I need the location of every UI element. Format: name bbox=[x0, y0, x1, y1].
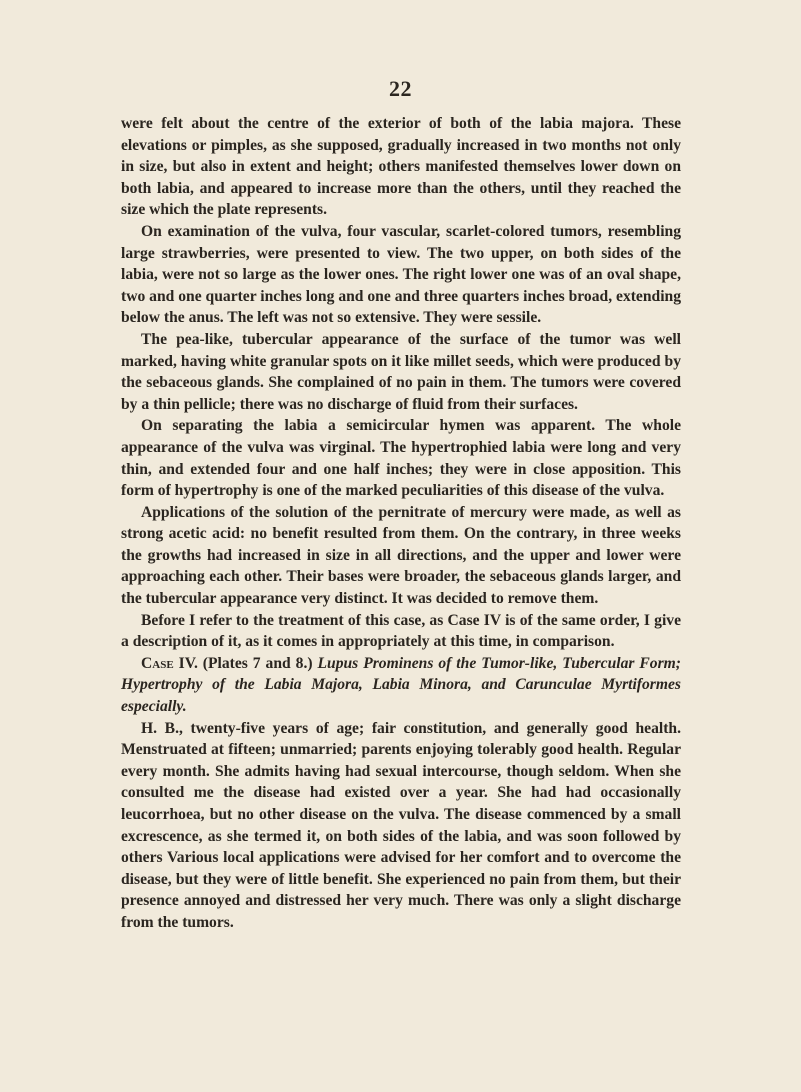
paragraph: On separating the labia a semicircular hymen was apparent. The whole appearance of the vulva was virginal. The hypertrophied labia were long and very thin, and extended four and one half inches; they were in close apposition. This form of hypertrophy is one of the marked peculiarities of this disease of the vulva. bbox=[121, 417, 681, 500]
paragraph: Before I refer to the treatment of this case, as Case IV is of the same order, I give a description of it, as it comes in appropriately at this time, in comparison. bbox=[121, 611, 681, 651]
paragraph: Applications of the solution of the pernitrate of mercury were made, as well as strong acetic acid: no benefit resulted from them. On the contrary, in three weeks the growths had increased in size in all directions, and the upper and lower were approaching each other. Their bases were broader, the sebaceous glands larger, and the tubercular appearance very distinct. It was decided to remove them. bbox=[121, 503, 681, 608]
case-title: Lupus Prominens of the Tumor-like, Tubercular Form; Hypertrophy of the Labia Majora, Labia Minora, and Carunculae Myrtiformes especially. bbox=[121, 654, 681, 716]
paragraph: H. B., twenty-five years of age; fair constitution, and generally good health. Menstruated at fifteen; unmarried; parents enjoying tolerably good health. Regular every month. She admits having had sexual intercourse, though seldom. When she consulted me the disease had existed over a year. She had had occasionally leucorrhoea, but no other disease on the vulva. The disease commenced by a small excrescence, as she termed it, on both sides of the labia, and was soon followed by others Various local applications were advised for her comfort and to overcome the disease, but they were of little benefit. She experienced no pain from them, but their presence annoyed and distressed her very much. There was only a slight discharge from the tumors. bbox=[121, 719, 681, 931]
paragraph: were felt about the centre of the exterior of both of the labia majora. These elevations or pimples, as she supposed, gradually increased in two months not only in size, but also in extent and height; others manifested themselves lower down on both labia, and appeared to increase more than the others, until they reached the size which the plate represents. bbox=[121, 115, 681, 219]
case-plates: (Plates 7 and 8.) bbox=[197, 654, 318, 672]
case-label: Case IV. bbox=[141, 654, 198, 672]
paragraph: On examination of the vulva, four vascular, scarlet-colored tumors, resembling large strawberries, were presented to view. The two upper, on both sides of the labia, were not so large as the lower ones. The right lower one was of an oval shape, two and one quarter inches long and one and three quarters inches broad, extending below the anus. The left was not so extensive. They were sessile. bbox=[121, 222, 681, 327]
page-body bbox=[121, 113, 681, 934]
page-number: 22 bbox=[389, 76, 412, 101]
case-heading bbox=[121, 653, 681, 718]
paragraph: The pea-like, tubercular appearance of the surface of the tumor was well marked, having white granular spots on it like millet seeds, which were produced by the sebaceous glands. She complained of no pain in them. The tumors were covered by a thin pellicle; there was no discharge of fluid from their surfaces. bbox=[121, 330, 681, 413]
